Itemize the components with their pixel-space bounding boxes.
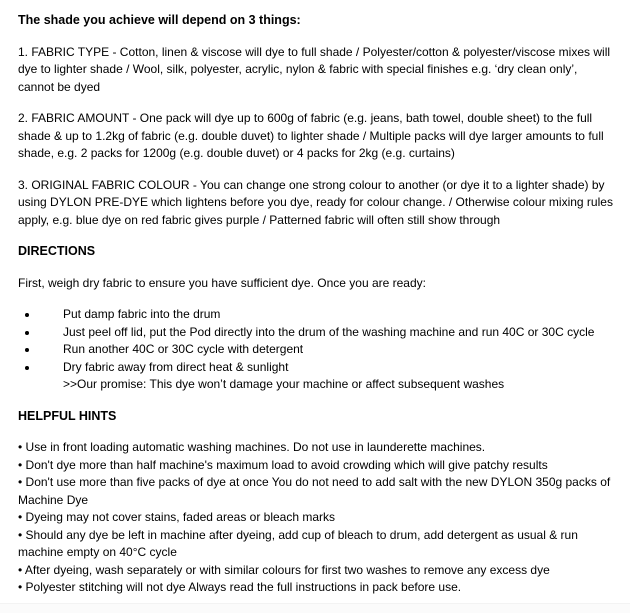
- page-bottom-edge: [0, 603, 630, 613]
- factor-original-fabric-colour: 3. ORIGINAL FABRIC COLOUR - You can change one strong colour to another (or dye it to a lighter shade) by using DYLON PRE-DYE which lightens before you dye, ready for colour change. / Otherwise colour mixing rules apply, e.g. blue dye on red fabric gives purple / Patterned fabric will often still show through: [18, 177, 613, 227]
- promise-note-text: >>Our promise: This dye won’t damage your machine or affect subsequent washes: [63, 377, 505, 391]
- hint-item: • Should any dye be left in machine after dyeing, add cup of bleach to drum, add detergent as usual & run machine empty on 40°C cycle: [18, 527, 578, 559]
- direction-step-text: Dry fabric away from direct heat & sunlight: [63, 359, 289, 374]
- shade-factors-heading: The shade you achieve will depend on 3 things:: [18, 13, 301, 27]
- directions-intro: First, weigh dry fabric to ensure you have sufficient dye. Once you are ready:: [18, 275, 426, 290]
- direction-step: [18, 324, 616, 342]
- direction-step: [18, 341, 616, 359]
- hint-item: • Polyester stitching will not dye Always read the full instructions in pack before use.: [18, 580, 462, 594]
- factor-fabric-amount: 2. FABRIC AMOUNT - One pack will dye up to 600g of fabric (e.g. jeans, bath towel, double sheet) to the full shade & up to 1.2kg of fabric (e.g. double duvet) to lighter shade / Multiple packs will dye larger amounts to full shade, e.g. 2 packs for 1200g (e.g. double duvet) or 4 packs for 2kg (e.g. curtains): [18, 111, 604, 160]
- directions-heading: DIRECTIONS: [18, 244, 96, 258]
- direction-step-text: Just peel off lid, put the Pod directly into the drum of the washing machine and run 40C or 30C cycle: [63, 324, 595, 339]
- hint-item: • Dyeing may not cover stains, faded areas or bleach marks: [18, 510, 336, 524]
- direction-step-text: Run another 40C or 30C cycle with detergent: [63, 342, 304, 356]
- helpful-hints-list: [18, 439, 616, 597]
- direction-step-text: Put damp fabric into the drum: [63, 307, 221, 321]
- promise-note: [18, 376, 616, 394]
- hint-item: • Use in front loading automatic washing machines. Do not use in launderette machines.: [18, 440, 486, 454]
- directions-steps-list: [18, 306, 616, 394]
- factor-fabric-type: 1. FABRIC TYPE - Cotton, linen & viscose will dye to full shade / Polyester/cotton & polyester/viscose mixes will dye to lighter shade / Wool, silk, polyester, acrylic, nylon & fabric with special finishes e.g. ‘dry clean only’, cannot be dyed: [18, 44, 611, 94]
- direction-step: [18, 306, 616, 324]
- hint-item: • Don't use more than five packs of dye at once You do not need to add salt with the new DYLON 350g packs of Machine Dye: [18, 475, 611, 507]
- direction-step: [18, 359, 616, 377]
- hint-item: • Don't dye more than half machine's maximum load to avoid crowding which will give patchy results: [18, 457, 548, 472]
- hint-item: • After dyeing, wash separately or with similar colours for first two washes to remove any excess dye: [18, 562, 550, 577]
- helpful-hints-heading: HELPFUL HINTS: [18, 408, 117, 423]
